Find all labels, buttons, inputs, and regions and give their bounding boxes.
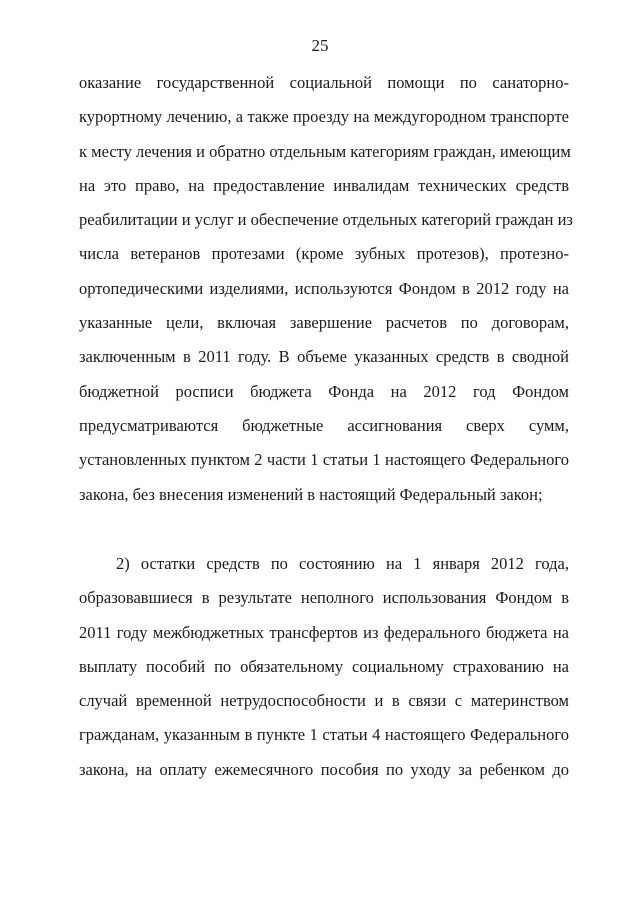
text-line: закона, без внесения изменений в настоящий Федеральный закон; [79, 484, 543, 504]
text-line: оказание государственной социальной помощи по санаторно- [79, 73, 569, 92]
text-line: выплату пособий по обязательному социальному страхованию на [79, 656, 569, 676]
text-line: гражданам, указанным в пункте 1 статьи 4 настоящего Федерального [79, 725, 569, 745]
text-line: заключенным в 2011 году. В объеме указанных средств в сводной [79, 347, 569, 367]
text-line: указанные цели, включая завершение расчетов по договорам, [79, 313, 569, 333]
text-line: образовавшиеся в результате неполного использования Фондом в [79, 588, 569, 608]
paragraph-2 [79, 554, 569, 794]
text-line: на это право, на предоставление инвалидам технических средств [79, 175, 569, 195]
text-line: курортному лечению, а также проезду на междугородном транспорте [79, 107, 569, 127]
paragraph-1 [79, 73, 573, 519]
text-line: закона, на оплату ежемесячного пособия по уходу за ребенком до [79, 759, 569, 779]
text-line: реабилитации и услуг и обеспечение отдельных категорий граждан из [79, 210, 573, 230]
text-line: установленных пунктом 2 части 1 статьи 1 настоящего Федерального [79, 450, 569, 470]
text-line: числа ветеранов протезами (кроме зубных протезов), протезно- [79, 244, 569, 264]
page-number: 25 [311, 36, 329, 55]
text-line: 2011 году межбюджетных трансфертов из федерального бюджета на [79, 622, 569, 642]
text-line: 2) остатки средств по состоянию на 1 января 2012 года, [116, 554, 569, 573]
text-line: ортопедическими изделиями, используются Фондом в 2012 году на [79, 278, 569, 298]
text-line: к месту лечения и обратно отдельным категориям граждан, имеющим [79, 141, 571, 161]
text-line: предусматриваются бюджетные ассигнования сверх сумм, [79, 415, 569, 435]
text-line: случай временной нетрудоспособности и в связи с материнством [79, 691, 569, 711]
text-line: бюджетной росписи бюджета Фонда на 2012 год Фондом [79, 381, 569, 401]
